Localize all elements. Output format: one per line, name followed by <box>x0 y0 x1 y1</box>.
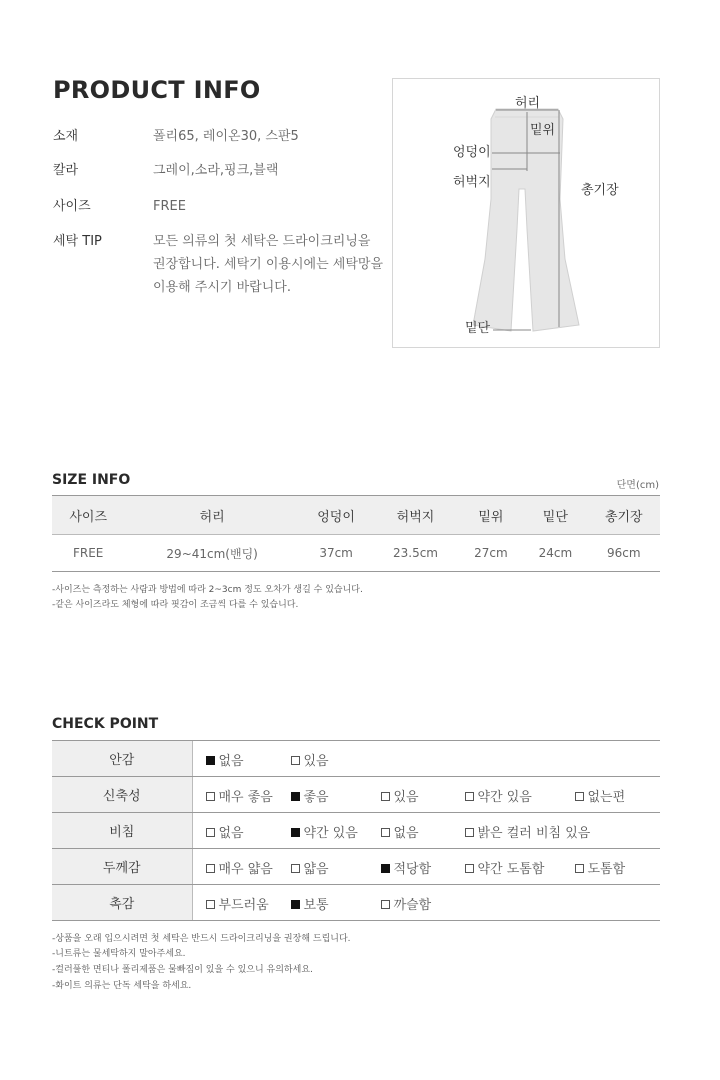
size-cell: 23.5cm <box>372 535 458 572</box>
unchecked-box-icon <box>206 900 215 909</box>
care-note: -니트류는 물세탁하지 말아주세요. <box>52 949 186 959</box>
unchecked-box-icon <box>575 864 584 873</box>
hem-label: 밑단 <box>465 321 491 336</box>
product-info-title: PRODUCT INFO <box>53 76 261 104</box>
table-row <box>52 535 660 572</box>
size-unit-label: 단면(cm) <box>616 480 659 491</box>
info-label: 사이즈 <box>53 199 91 214</box>
check-option: 얇음 <box>291 858 329 877</box>
unchecked-box-icon <box>206 828 215 837</box>
check-options <box>192 813 660 849</box>
unchecked-box-icon <box>381 792 390 801</box>
unchecked-box-icon <box>465 792 474 801</box>
size-table-header <box>52 496 660 535</box>
check-row-thickness <box>52 849 660 885</box>
thigh-label: 허벅지 <box>453 175 491 190</box>
size-cell: 24cm <box>523 535 587 572</box>
check-options <box>192 885 660 921</box>
checked-box-icon <box>206 756 215 765</box>
unchecked-box-icon <box>575 792 584 801</box>
checked-box-icon <box>291 828 300 837</box>
check-option: 약간 있음 <box>465 786 532 805</box>
unchecked-box-icon <box>381 900 390 909</box>
checked-box-icon <box>381 864 390 873</box>
info-value: 그레이,소라,핑크,블랙 <box>153 163 279 178</box>
size-header-cell: 밑위 <box>459 496 523 535</box>
care-note: -컬러풀한 면티나 폴리제품은 물빠짐이 있을 수 있으니 유의하세요. <box>52 965 313 975</box>
check-option: 있음 <box>381 786 419 805</box>
info-label: 소재 <box>53 129 79 144</box>
rise-label: 밑위 <box>530 123 556 138</box>
check-option: 약간 있음 <box>291 822 358 841</box>
info-label: 칼라 <box>53 163 79 178</box>
waist-label: 허리 <box>515 96 541 111</box>
care-note: -화이트 의류는 단독 세탁을 하세요. <box>52 981 192 991</box>
check-option: 밝은 컬러 비침 있음 <box>465 822 591 841</box>
info-value: FREE <box>153 199 186 214</box>
wash-tip-line: 모든 의류의 첫 세탁은 드라이크리닝을 <box>153 234 371 249</box>
size-header-cell: 엉덩이 <box>300 496 372 535</box>
check-row-stretch <box>52 777 660 813</box>
size-table <box>52 495 660 572</box>
check-category: 비침 <box>52 813 192 849</box>
size-cell: 96cm <box>588 535 660 572</box>
size-cell: 29~41cm(밴딩) <box>124 535 300 572</box>
hip-label: 엉덩이 <box>453 145 491 160</box>
size-header-cell: 총기장 <box>588 496 660 535</box>
check-option: 매우 얇음 <box>206 858 273 877</box>
checked-box-icon <box>291 900 300 909</box>
check-options <box>192 777 660 813</box>
check-option: 도톰함 <box>575 858 626 877</box>
size-header-cell: 밑단 <box>523 496 587 535</box>
measurement-diagram <box>392 78 660 348</box>
check-option: 없음 <box>206 750 244 769</box>
check-option: 없음 <box>206 822 244 841</box>
size-note: -사이즈는 측정하는 사람과 방법에 따라 2~3cm 정도 오차가 생길 수 있습니다. <box>52 585 363 595</box>
check-option: 없는편 <box>575 786 626 805</box>
size-info-title: SIZE INFO <box>52 472 131 488</box>
pants-illustration <box>393 79 661 349</box>
check-option: 보통 <box>291 894 329 913</box>
check-options <box>192 741 660 777</box>
size-cell: FREE <box>52 535 124 572</box>
size-note: -같은 사이즈라도 체형에 따라 핏감이 조금씩 다를 수 있습니다. <box>52 600 299 610</box>
info-label: 세탁 TIP <box>53 234 102 249</box>
unchecked-box-icon <box>206 864 215 873</box>
size-cell: 37cm <box>300 535 372 572</box>
unchecked-box-icon <box>465 864 474 873</box>
check-option: 부드러움 <box>206 894 269 913</box>
check-option: 약간 도톰함 <box>465 858 545 877</box>
check-option: 있음 <box>291 750 329 769</box>
check-row-lining <box>52 741 660 777</box>
check-point-title: CHECK POINT <box>52 716 159 732</box>
check-option: 없음 <box>381 822 419 841</box>
check-category: 안감 <box>52 741 192 777</box>
wash-tip-line: 권장합니다. 세탁기 이용시에는 세탁망을 <box>153 257 384 272</box>
check-point-table <box>52 740 660 921</box>
check-option: 좋음 <box>291 786 329 805</box>
size-cell: 27cm <box>459 535 523 572</box>
wash-tip-text <box>153 230 393 299</box>
unchecked-box-icon <box>465 828 474 837</box>
unchecked-box-icon <box>381 828 390 837</box>
check-option: 매우 좋음 <box>206 786 273 805</box>
length-label: 총기장 <box>581 183 619 198</box>
unchecked-box-icon <box>206 792 215 801</box>
size-header-cell: 허벅지 <box>372 496 458 535</box>
check-row-texture <box>52 885 660 921</box>
wash-tip-line: 이용해 주시기 바랍니다. <box>153 280 291 295</box>
check-option: 적당함 <box>381 858 432 877</box>
check-category: 신축성 <box>52 777 192 813</box>
size-header-cell: 사이즈 <box>52 496 124 535</box>
care-note: -상품을 오래 입으시려면 첫 세탁은 반드시 드라이크리닝을 권장해 드립니다. <box>52 934 351 944</box>
unchecked-box-icon <box>291 864 300 873</box>
check-row-sheerness <box>52 813 660 849</box>
check-category: 촉감 <box>52 885 192 921</box>
size-header-cell: 허리 <box>124 496 300 535</box>
check-options <box>192 849 660 885</box>
check-option: 까슬함 <box>381 894 432 913</box>
info-value: 폴리65, 레이온30, 스판5 <box>153 129 299 144</box>
unchecked-box-icon <box>291 756 300 765</box>
check-category: 두께감 <box>52 849 192 885</box>
checked-box-icon <box>291 792 300 801</box>
